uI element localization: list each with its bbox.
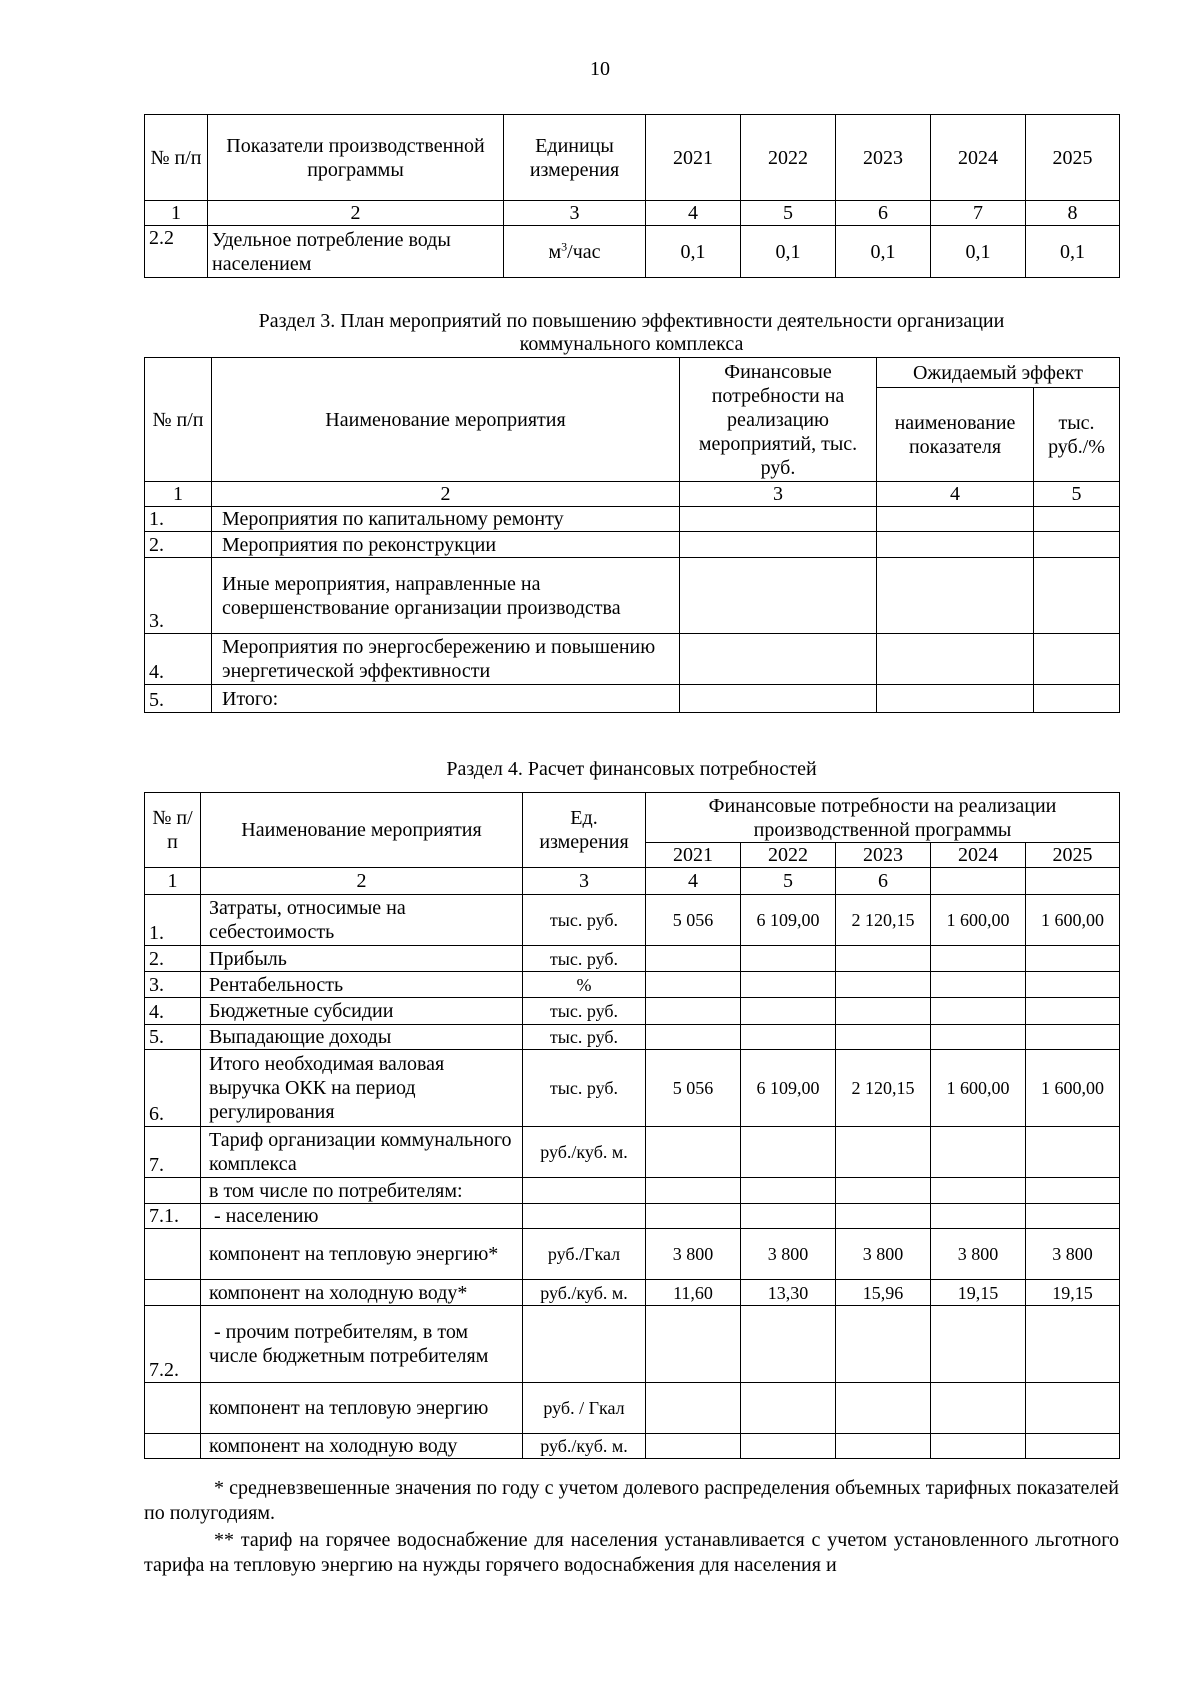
row-value: 3 800 <box>1026 1229 1120 1280</box>
row-unit <box>523 1306 646 1383</box>
header-indicator: Показатели производственной программы <box>208 115 504 201</box>
empty-cell <box>877 532 1034 558</box>
header-measure-name: Наименование мероприятия <box>201 793 523 868</box>
row-name: Бюджетные субсидии <box>201 998 523 1025</box>
row-value <box>1026 946 1120 972</box>
row-value: 2 120,15 <box>836 895 931 946</box>
col-number: 5 <box>741 201 836 226</box>
table-row <box>145 972 1120 998</box>
header-year: 2022 <box>741 843 836 868</box>
empty-cell <box>877 634 1034 685</box>
table-row <box>145 226 1120 278</box>
row-num: 3. <box>145 972 201 998</box>
table-header-row <box>145 115 1120 201</box>
row-name: Итого: <box>212 685 680 713</box>
row-num <box>145 1178 201 1204</box>
row-name: Удельное потребление воды населением <box>208 226 504 278</box>
header-measure-name: Наименование мероприятия <box>212 358 680 482</box>
row-value: 1 600,00 <box>931 1050 1026 1127</box>
col-number: 3 <box>680 482 877 507</box>
section3-title <box>144 310 1119 356</box>
header-value: тыс. руб./% <box>1034 388 1120 482</box>
row-unit: руб./куб. м. <box>523 1127 646 1178</box>
row-value <box>1026 1383 1120 1434</box>
page-number: 10 <box>590 58 610 80</box>
row-num <box>145 1434 201 1459</box>
row-num: 7. <box>145 1127 201 1178</box>
table-row <box>145 1280 1120 1306</box>
row-unit: тыс. руб. <box>523 1050 646 1127</box>
col-number: 3 <box>523 868 646 895</box>
row-value <box>1026 1178 1120 1204</box>
row-value <box>741 1383 836 1434</box>
row-value: 3 800 <box>646 1229 741 1280</box>
header-year: 2021 <box>646 115 741 201</box>
row-value: 0,1 <box>931 226 1026 278</box>
row-name: Тариф организации коммунального комплекса <box>201 1127 523 1178</box>
row-value <box>646 1204 741 1229</box>
row-num <box>145 1383 201 1434</box>
row-value <box>836 1204 931 1229</box>
row-num <box>145 1280 201 1306</box>
row-unit: руб./Гкал <box>523 1229 646 1280</box>
row-value <box>836 1383 931 1434</box>
table-row <box>145 532 1120 558</box>
row-value: 13,30 <box>741 1280 836 1306</box>
row-value <box>1026 998 1120 1025</box>
empty-cell <box>1034 558 1120 634</box>
col-number: 8 <box>1026 201 1120 226</box>
row-value <box>931 1178 1026 1204</box>
row-value <box>836 998 931 1025</box>
row-value <box>646 946 741 972</box>
row-value <box>836 946 931 972</box>
row-name: Рентабельность <box>201 972 523 998</box>
col-number: 6 <box>836 868 931 895</box>
header-unit: Единицы измерения <box>504 115 646 201</box>
header-expected-effect: Ожидаемый эффект <box>877 358 1120 388</box>
table-row <box>145 685 1120 713</box>
row-value: 1 600,00 <box>931 895 1026 946</box>
row-unit: руб. / Гкал <box>523 1383 646 1434</box>
column-number-row <box>145 868 1120 895</box>
table-row <box>145 998 1120 1025</box>
row-value <box>741 998 836 1025</box>
row-value: 3 800 <box>931 1229 1026 1280</box>
row-value <box>646 1306 741 1383</box>
unit-superscript: 3 <box>561 238 568 253</box>
row-unit: тыс. руб. <box>523 1025 646 1050</box>
col-number: 5 <box>1034 482 1120 507</box>
row-name: компонент на холодную воду <box>201 1434 523 1459</box>
row-unit <box>523 1204 646 1229</box>
row-value <box>741 1025 836 1050</box>
header-financial-needs: Финансовые потребности на реализацию мероприятий, тыс. руб. <box>680 358 877 482</box>
row-name: Прибыль <box>201 946 523 972</box>
col-number: 4 <box>646 868 741 895</box>
table-row <box>145 558 1120 634</box>
header-num: № п/п <box>145 793 201 868</box>
row-unit: % <box>523 972 646 998</box>
footnotes <box>144 1476 1119 1578</box>
row-value: 0,1 <box>836 226 931 278</box>
table-row <box>145 1383 1120 1434</box>
row-value <box>836 972 931 998</box>
row-value: 0,1 <box>646 226 741 278</box>
row-value <box>646 998 741 1025</box>
header-num: № п/п <box>145 358 212 482</box>
row-unit: тыс. руб. <box>523 946 646 972</box>
empty-cell <box>1034 507 1120 532</box>
col-number: 1 <box>145 868 201 895</box>
row-value <box>741 1178 836 1204</box>
col-number <box>931 868 1026 895</box>
row-name: компонент на тепловую энергию <box>201 1383 523 1434</box>
table-row <box>145 1204 1120 1229</box>
table-row <box>145 507 1120 532</box>
row-name: Мероприятия по капитальному ремонту <box>212 507 680 532</box>
header-year: 2025 <box>1026 843 1120 868</box>
row-unit: руб./куб. м. <box>523 1434 646 1459</box>
row-value <box>741 1306 836 1383</box>
unit-rest: /час <box>567 240 601 263</box>
row-value <box>646 1025 741 1050</box>
header-year: 2024 <box>931 115 1026 201</box>
row-name: компонент на тепловую энергию* <box>201 1229 523 1280</box>
row-value: 1 600,00 <box>1026 1050 1120 1127</box>
row-num: 2. <box>145 532 212 558</box>
table-header-row <box>145 793 1120 843</box>
row-unit: руб./куб. м. <box>523 1280 646 1306</box>
column-number-row <box>145 201 1120 226</box>
header-year: 2023 <box>836 115 931 201</box>
row-value <box>646 1178 741 1204</box>
row-value <box>836 1025 931 1050</box>
row-num: 5. <box>145 685 212 713</box>
col-number: 2 <box>212 482 680 507</box>
col-number: 4 <box>646 201 741 226</box>
row-num: 4. <box>145 634 212 685</box>
row-value <box>931 1127 1026 1178</box>
header-year: 2022 <box>741 115 836 201</box>
header-year: 2021 <box>646 843 741 868</box>
row-value: 0,1 <box>741 226 836 278</box>
header-financial-needs: Финансовые потребности на реализации производственной программы <box>646 793 1120 843</box>
production-indicators-table <box>144 114 1120 278</box>
col-number: 2 <box>208 201 504 226</box>
row-value <box>836 1434 931 1459</box>
row-value <box>741 1204 836 1229</box>
row-num: 6. <box>145 1050 201 1127</box>
row-value <box>1026 1204 1120 1229</box>
row-name: Выпадающие доходы <box>201 1025 523 1050</box>
col-number: 2 <box>201 868 523 895</box>
row-name: Итого необходимая валовая выручка ОКК на период регулирования <box>201 1050 523 1127</box>
table-row <box>145 1178 1120 1204</box>
row-value: 6 109,00 <box>741 1050 836 1127</box>
table-row <box>145 1306 1120 1383</box>
row-num <box>145 1229 201 1280</box>
row-value <box>836 1127 931 1178</box>
empty-cell <box>1034 634 1120 685</box>
row-value <box>931 1204 1026 1229</box>
row-name: компонент на холодную воду* <box>201 1280 523 1306</box>
row-value <box>646 1127 741 1178</box>
row-name: - прочим потребителям, в том числе бюджетным потребителям <box>201 1306 523 1383</box>
header-year: 2023 <box>836 843 931 868</box>
empty-cell <box>680 532 877 558</box>
table-row <box>145 1025 1120 1050</box>
row-value <box>646 972 741 998</box>
header-unit: Ед. измерения <box>523 793 646 868</box>
empty-cell <box>1034 532 1120 558</box>
row-unit: тыс. руб. <box>523 895 646 946</box>
row-value <box>931 1306 1026 1383</box>
empty-cell <box>877 558 1034 634</box>
row-value: 3 800 <box>836 1229 931 1280</box>
row-value <box>741 972 836 998</box>
row-value <box>741 1127 836 1178</box>
row-value: 0,1 <box>1026 226 1120 278</box>
row-unit <box>523 1178 646 1204</box>
row-name: Иные мероприятия, направленные на совершенствование организации производства <box>212 558 680 634</box>
row-num: 2.2 <box>145 226 208 278</box>
row-num: 4. <box>145 998 201 1025</box>
row-value <box>741 1434 836 1459</box>
empty-cell <box>1034 685 1120 713</box>
row-value <box>931 1434 1026 1459</box>
empty-cell <box>877 507 1034 532</box>
row-value: 6 109,00 <box>741 895 836 946</box>
row-num: 7.2. <box>145 1306 201 1383</box>
row-name: Затраты, относимые на себестоимость <box>201 895 523 946</box>
row-value <box>931 946 1026 972</box>
header-num: № п/п <box>145 115 208 201</box>
table-row <box>145 895 1120 946</box>
measures-plan-table <box>144 357 1120 713</box>
row-unit: тыс. руб. <box>523 998 646 1025</box>
col-number <box>1026 868 1120 895</box>
row-value: 5 056 <box>646 895 741 946</box>
table-row <box>145 1127 1120 1178</box>
row-value <box>646 1434 741 1459</box>
row-value <box>741 946 836 972</box>
row-num: 2. <box>145 946 201 972</box>
header-year: 2024 <box>931 843 1026 868</box>
unit-base: м <box>548 240 562 263</box>
row-num: 7.1. <box>145 1204 201 1229</box>
header-indicator-name: наименование показателя <box>877 388 1034 482</box>
row-unit <box>504 226 646 278</box>
row-num: 1. <box>145 895 201 946</box>
row-num: 1. <box>145 507 212 532</box>
header-year: 2025 <box>1026 115 1120 201</box>
col-number: 3 <box>504 201 646 226</box>
row-value <box>1026 1025 1120 1050</box>
row-value <box>1026 1434 1120 1459</box>
row-name: Мероприятия по реконструкции <box>212 532 680 558</box>
footnote-2: ** тариф на горячее водоснабжение для населения устанавливается с учетом установленного льготного тарифа на тепловую энергию на нужды горячего водоснабжения для населения и <box>144 1529 1119 1576</box>
table-row <box>145 1050 1120 1127</box>
section3-title-line2: коммунального комплекса <box>519 333 744 355</box>
row-value: 1 600,00 <box>1026 895 1120 946</box>
column-number-row <box>145 482 1120 507</box>
row-num: 3. <box>145 558 212 634</box>
row-value <box>646 1383 741 1434</box>
col-number: 5 <box>741 868 836 895</box>
row-name: в том числе по потребителям: <box>201 1178 523 1204</box>
footnote-1: * средневзвешенные значения по году с учетом долевого распределения объемных тарифных показателей по полугодиям. <box>144 1477 1119 1524</box>
table-row <box>145 1434 1120 1459</box>
row-value <box>1026 1306 1120 1383</box>
empty-cell <box>680 634 877 685</box>
row-value <box>931 1025 1026 1050</box>
table-row <box>145 1229 1120 1280</box>
row-value <box>931 972 1026 998</box>
table-row <box>145 946 1120 972</box>
col-number: 4 <box>877 482 1034 507</box>
row-num: 5. <box>145 1025 201 1050</box>
section4-title: Раздел 4. Расчет финансовых потребностей <box>446 758 817 780</box>
row-value: 19,15 <box>931 1280 1026 1306</box>
empty-cell <box>680 507 877 532</box>
col-number: 6 <box>836 201 931 226</box>
empty-cell <box>680 558 877 634</box>
row-value <box>931 998 1026 1025</box>
row-value: 15,96 <box>836 1280 931 1306</box>
row-value <box>836 1178 931 1204</box>
row-value: 3 800 <box>741 1229 836 1280</box>
row-value: 11,60 <box>646 1280 741 1306</box>
row-value: 2 120,15 <box>836 1050 931 1127</box>
empty-cell <box>877 685 1034 713</box>
row-value <box>1026 1127 1120 1178</box>
row-name: Мероприятия по энергосбережению и повышению энергетической эффективности <box>212 634 680 685</box>
table-row <box>145 634 1120 685</box>
row-value <box>1026 972 1120 998</box>
section3-title-line1: Раздел 3. План мероприятий по повышению эффективности деятельности организации <box>258 310 1005 332</box>
empty-cell <box>680 685 877 713</box>
col-number: 1 <box>145 201 208 226</box>
row-value: 5 056 <box>646 1050 741 1127</box>
col-number: 1 <box>145 482 212 507</box>
row-value <box>836 1306 931 1383</box>
row-value <box>931 1383 1026 1434</box>
financial-needs-table <box>144 792 1120 1459</box>
table-header-row <box>145 358 1120 388</box>
col-number: 7 <box>931 201 1026 226</box>
row-name: - населению <box>201 1204 523 1229</box>
row-value: 19,15 <box>1026 1280 1120 1306</box>
